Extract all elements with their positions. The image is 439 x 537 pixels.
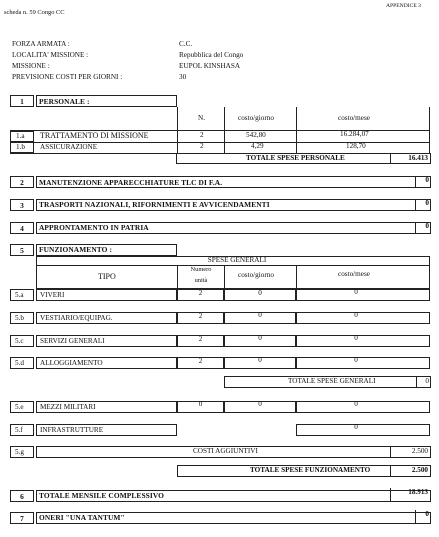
section-value: 0	[425, 199, 429, 207]
row-code: 5.f	[15, 426, 23, 434]
row-n: 0	[198, 400, 203, 408]
row-code: 5.c	[15, 337, 24, 345]
row-code: 5.d	[15, 359, 24, 367]
row-n: 2	[198, 289, 203, 297]
section-title: APPRONTAMENTO IN PATRIA	[39, 223, 149, 232]
scheda-label: scheda n. 59 Congo CC	[4, 9, 65, 16]
section-number: 7	[20, 514, 24, 523]
row-costo-mese: 0	[354, 400, 358, 408]
spese-generali-heading: SPESE GENERALI	[207, 256, 267, 264]
info-label-localita: LOCALITA' MISSIONE :	[12, 51, 89, 59]
section-value: 18.913	[408, 488, 428, 496]
section-title: TOTALE MENSILE COMPLESSIVO	[39, 491, 164, 500]
row-costo-giorno: 542,80	[246, 131, 266, 139]
section-number: 6	[20, 492, 24, 501]
row-code: 1.b	[16, 143, 25, 151]
info-value-giorni: 30	[179, 73, 187, 81]
row-label: ALLOGGIAMENTO	[40, 359, 103, 367]
col-header-costo-mese: costo/mese	[338, 114, 370, 122]
row-n: 2	[198, 335, 203, 343]
row-costo-mese: 16.284,07	[340, 130, 369, 138]
section-value: 0	[425, 222, 429, 230]
total-personale-value: 16.413	[408, 154, 428, 162]
col-header-costo-mese: costo/mese	[338, 270, 370, 278]
section-number: 5	[20, 246, 24, 255]
total-personale-label: TOTALE SPESE PERSONALE	[246, 154, 345, 162]
row-n: 2	[198, 357, 203, 365]
info-value-missione: EUPOL KINSHASA	[179, 62, 241, 70]
row-costo-giorno: 0	[258, 356, 262, 364]
row-costo-mese: 0	[354, 334, 358, 342]
row-costo-giorno: 0	[258, 311, 262, 319]
section-title: PERSONALE :	[39, 97, 90, 106]
costi-aggiuntivi-label: COSTI AGGIUNTIVI	[193, 447, 258, 455]
info-value-forza-armata: C.C.	[179, 40, 193, 48]
section-title: ONERI "UNA TANTUM"	[39, 513, 125, 522]
section-number: 1	[20, 97, 24, 106]
section-number: 4	[20, 224, 24, 233]
row-costo-mese: 0	[354, 356, 358, 364]
row-costo-giorno: 4,29	[251, 142, 264, 150]
row-label: INFRASTRUTTURE	[40, 426, 104, 434]
row-code: 1.a	[16, 132, 25, 140]
col-header-costo-giorno: costo/giorno	[238, 114, 274, 122]
col-header-numero: Numero	[190, 266, 212, 273]
info-label-giorni: PREVISIONE COSTI PER GIORNI :	[12, 73, 123, 81]
col-header-unita: unità	[194, 277, 208, 284]
section-title: TRASPORTI NAZIONALI, RIFORNIMENTI E AVVICENDAMENTI	[39, 200, 270, 209]
row-costo-mese: 0	[354, 288, 358, 296]
row-n: 2	[198, 312, 203, 320]
row-label: VESTIARIO/EQUIPAG.	[40, 314, 113, 322]
row-label: SERVIZI GENERALI	[40, 337, 105, 345]
row-costo-mese: 128,70	[346, 142, 366, 150]
col-header-n: N.	[198, 114, 205, 122]
appendice-label: APPENDICE 3	[386, 3, 421, 9]
row-n: 2	[200, 142, 204, 150]
col-header-costo-giorno: costo/giorno	[238, 271, 274, 279]
row-label: MEZZI MILITARI	[40, 403, 96, 411]
total-spese-generali-label: TOTALE SPESE GENERALI	[288, 377, 376, 385]
total-spese-generali-value: 0	[425, 377, 429, 385]
row-n: 2	[200, 131, 204, 139]
row-costo-mese: 0	[354, 311, 358, 319]
row-code: 5.g	[15, 448, 24, 456]
section-title: FUNZIONAMENTO :	[39, 245, 113, 254]
row-code: 5.b	[15, 314, 24, 322]
info-label-forza-armata: FORZA ARMATA :	[12, 40, 70, 48]
col-header-tipo: TIPO	[98, 272, 116, 281]
row-code: 5.a	[15, 291, 24, 299]
section-number: 3	[20, 201, 24, 210]
row-costo-giorno: 0	[258, 289, 262, 297]
row-label: VIVERI	[40, 291, 65, 299]
row-costo-giorno: 0	[258, 334, 262, 342]
info-value-localita: Repubblica del Congo	[179, 51, 244, 59]
row-label: ASSICURAZIONE	[40, 143, 98, 151]
total-funzionamento-label: TOTALE SPESE FUNZIONAMENTO	[250, 466, 371, 474]
row-costo-giorno: 0	[258, 400, 262, 408]
total-funzionamento-value: 2.500	[411, 466, 428, 474]
section-value: 0	[425, 176, 429, 184]
section-value: 0	[425, 510, 429, 518]
costi-aggiuntivi-value: 2.500	[411, 447, 428, 455]
section-title: MANUTENZIONE APPARECCHIATURE TLC DI F.A.	[39, 178, 223, 187]
section-number: 2	[20, 178, 24, 187]
row-code: 5.e	[15, 403, 24, 411]
row-costo-mese: 0	[354, 423, 358, 431]
row-label: TRATTAMENTO DI MISSIONE	[40, 131, 149, 140]
info-label-missione: MISSIONE :	[12, 62, 50, 70]
